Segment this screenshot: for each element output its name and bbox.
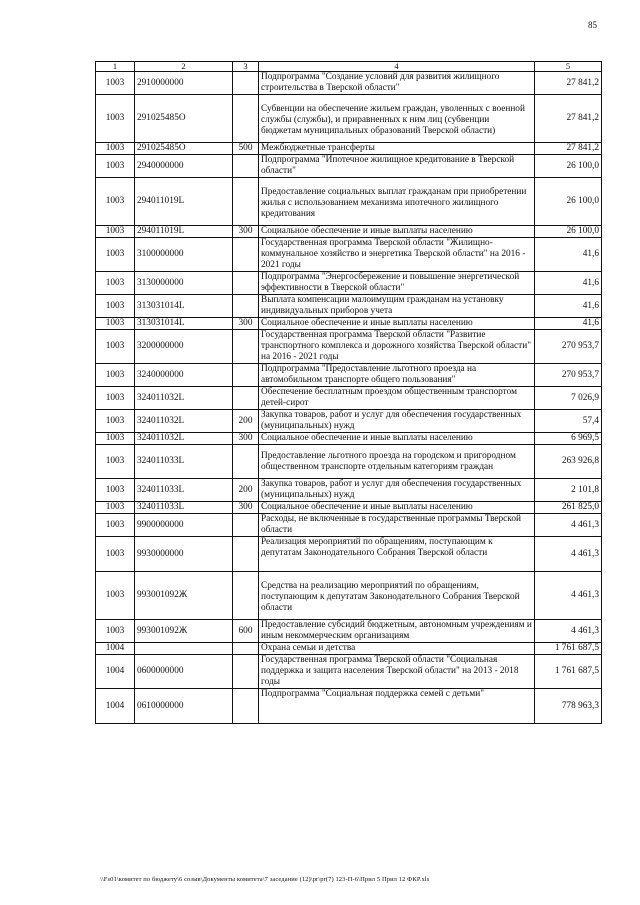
- table-cell-c4: Подпрограмма "Социальная поддержка семей с детьми": [259, 689, 535, 724]
- table-body: [96, 72, 602, 724]
- table-cell-c3: 200: [233, 410, 259, 433]
- table-cell-c3: [233, 238, 259, 272]
- table-row: [96, 514, 602, 537]
- table-cell-c2: 2940000000: [135, 155, 233, 178]
- table-cell-c4: Подпрограмма "Ипотечное жилищное кредитование в Тверской области": [259, 155, 535, 178]
- table-cell-c4: Подпрограмма "Энергосбережение и повышение энергетической эффективности в Тверской области": [259, 272, 535, 295]
- table-cell-c2: 291025485O: [135, 143, 233, 155]
- table-cell-c5: 778 963,3: [535, 689, 602, 724]
- table-cell-c3: [233, 364, 259, 387]
- table-row: [96, 502, 602, 514]
- table-row: [96, 410, 602, 433]
- table-cell-c4: Социальное обеспечение и иные выплаты населению: [259, 433, 535, 445]
- table-row: [96, 364, 602, 387]
- column-header-1: 1: [96, 62, 135, 72]
- table-cell-c5: 26 100,0: [535, 226, 602, 238]
- page-number: 85: [588, 20, 597, 30]
- table-cell-c2: 291025485O: [135, 95, 233, 143]
- table-cell-c5: 4 461,3: [535, 537, 602, 572]
- footer-file-path: \\Fs01\комитет по бюджету\6 созыв\Документы комитета\7 заседание (12)\pr\pr(7) 123-П-6\Прил 5 Прил 12 ФКР.xls: [100, 876, 430, 883]
- table-cell-c2: 324011032L: [135, 410, 233, 433]
- table-cell-c2: 324011032L: [135, 433, 233, 445]
- table-cell-c1: 1003: [96, 364, 135, 387]
- table-cell-c1: 1004: [96, 655, 135, 689]
- table-cell-c3: [233, 572, 259, 620]
- table-cell-c3: 200: [233, 479, 259, 502]
- table-cell-c4: Социальное обеспечение и иные выплаты населению: [259, 318, 535, 330]
- column-header-4: 4: [259, 62, 535, 72]
- table-cell-c4: Расходы, не включенные в государственные программы Тверской области: [259, 514, 535, 537]
- table-cell-c5: 41,6: [535, 272, 602, 295]
- table-cell-c2: 9900000000: [135, 514, 233, 537]
- table-row: [96, 572, 602, 620]
- table-cell-c5: 261 825,0: [535, 502, 602, 514]
- table-cell-c1: 1003: [96, 330, 135, 364]
- table-cell-c1: 1003: [96, 143, 135, 155]
- table-cell-c4: Государственная программа Тверской области "Развитие транспортного комплекса и дорожного хозяйства Тверской области" на 2016 - 2021 годы: [259, 330, 535, 364]
- table-cell-c2: 313031014L: [135, 318, 233, 330]
- budget-table: [95, 61, 602, 724]
- table-cell-c2: 9930000000: [135, 537, 233, 572]
- table-cell-c4: Предоставление субсидий бюджетным, автономным учреждениям и иным некоммерческим организациям: [259, 620, 535, 643]
- table-cell-c4: Предоставление социальных выплат гражданам при приобретении жилья с использованием механизма ипотечного жилищного кредитования: [259, 178, 535, 226]
- table-cell-c3: 300: [233, 433, 259, 445]
- table-row: [96, 330, 602, 364]
- table-cell-c1: 1003: [96, 272, 135, 295]
- table-cell-c3: [233, 643, 259, 655]
- table-cell-c5: 27 841,2: [535, 72, 602, 95]
- table-cell-c2: 2910000000: [135, 72, 233, 95]
- table-row: [96, 318, 602, 330]
- table-cell-c1: 1003: [96, 502, 135, 514]
- table-cell-c5: 7 026,9: [535, 387, 602, 410]
- table-cell-c1: 1004: [96, 689, 135, 724]
- table-row: [96, 95, 602, 143]
- table-cell-c4: Реализация мероприятий по обращениям, поступающим к депутатам Законодательного Собрания Тверской области: [259, 537, 535, 572]
- table-row: [96, 479, 602, 502]
- table-cell-c3: [233, 95, 259, 143]
- table-cell-c5: 4 461,3: [535, 514, 602, 537]
- table-cell-c5: 263 926,8: [535, 445, 602, 479]
- table-cell-c1: 1003: [96, 410, 135, 433]
- table-row: [96, 433, 602, 445]
- table-cell-c1: 1003: [96, 572, 135, 620]
- table-cell-c4: Обеспечение бесплатным проездом общественным транспортом детей-сирот: [259, 387, 535, 410]
- table-cell-c5: 6 969,5: [535, 433, 602, 445]
- table-row: [96, 238, 602, 272]
- table-cell-c4: Субвенции на обеспечение жильем граждан, уволенных с военной службы (службы), и приравненных к ним лиц (субвенции бюджетам муниципальных образований Тверской области): [259, 95, 535, 143]
- table-cell-c3: [233, 330, 259, 364]
- table-cell-c5: 4 461,3: [535, 620, 602, 643]
- table-cell-c4: Государственная программа Тверской области "Социальная поддержка и защита населения Тверской области" на 2013 - 2018 годы: [259, 655, 535, 689]
- table-cell-c1: 1003: [96, 155, 135, 178]
- table-row: [96, 72, 602, 95]
- table-cell-c1: 1003: [96, 479, 135, 502]
- table-row: [96, 537, 602, 572]
- table-cell-c5: 1 761 687,5: [535, 655, 602, 689]
- table-cell-c4: Закупка товаров, работ и услуг для обеспечения государственных (муниципальных) нужд: [259, 410, 535, 433]
- table-cell-c1: 1004: [96, 643, 135, 655]
- table-cell-c3: [233, 295, 259, 318]
- table-cell-c5: 270 953,7: [535, 364, 602, 387]
- table-cell-c5: 27 841,2: [535, 143, 602, 155]
- table-cell-c3: 300: [233, 502, 259, 514]
- table-cell-c2: [135, 643, 233, 655]
- table-cell-c1: 1003: [96, 387, 135, 410]
- table-cell-c2: 3200000000: [135, 330, 233, 364]
- table-cell-c2: 294011019L: [135, 178, 233, 226]
- table-cell-c3: [233, 72, 259, 95]
- column-header-5: 5: [535, 62, 602, 72]
- table-row: [96, 272, 602, 295]
- table-cell-c2: 3100000000: [135, 238, 233, 272]
- table-cell-c2: 324011033L: [135, 502, 233, 514]
- table-cell-c4: Межбюджетные трансферты: [259, 143, 535, 155]
- table-cell-c1: 1003: [96, 537, 135, 572]
- column-header-3: 3: [233, 62, 259, 72]
- table-cell-c3: [233, 387, 259, 410]
- table-row: [96, 689, 602, 724]
- table-cell-c1: 1003: [96, 95, 135, 143]
- table-cell-c1: 1003: [96, 433, 135, 445]
- table-cell-c4: Подпрограмма "Создание условий для развития жилищного строительства в Тверской области": [259, 72, 535, 95]
- table-cell-c5: 4 461,3: [535, 572, 602, 620]
- table-cell-c4: Подпрограмма "Предоставление льготного проезда на автомобильном транспорте общего пользования": [259, 364, 535, 387]
- table-cell-c2: 3240000000: [135, 364, 233, 387]
- table-row: [96, 655, 602, 689]
- table-cell-c1: 1003: [96, 295, 135, 318]
- table-header-row: [96, 62, 602, 72]
- table-row: [96, 226, 602, 238]
- table-cell-c3: [233, 272, 259, 295]
- table-row: [96, 445, 602, 479]
- table-cell-c3: [233, 689, 259, 724]
- table-cell-c4: Социальное обеспечение и иные выплаты населению: [259, 226, 535, 238]
- table-cell-c3: [233, 445, 259, 479]
- table-cell-c1: 1003: [96, 514, 135, 537]
- table-row: [96, 620, 602, 643]
- table-cell-c2: 993001092Ж: [135, 572, 233, 620]
- table-cell-c3: 300: [233, 318, 259, 330]
- table-cell-c2: 294011019L: [135, 226, 233, 238]
- table-cell-c5: 2 101,8: [535, 479, 602, 502]
- table-cell-c1: 1003: [96, 620, 135, 643]
- table-cell-c3: [233, 655, 259, 689]
- table-cell-c5: 41,6: [535, 295, 602, 318]
- table-cell-c2: 324011032L: [135, 387, 233, 410]
- table-cell-c2: 993001092Ж: [135, 620, 233, 643]
- table-cell-c1: 1003: [96, 72, 135, 95]
- table-cell-c5: 57,4: [535, 410, 602, 433]
- table-cell-c2: 313031014L: [135, 295, 233, 318]
- table-cell-c4: Предоставление льготного проезда на городском и пригородном общественном транспорте отдельным категориям граждан: [259, 445, 535, 479]
- table-cell-c2: 0600000000: [135, 655, 233, 689]
- table-cell-c2: 324011033L: [135, 445, 233, 479]
- table-cell-c5: 41,6: [535, 318, 602, 330]
- table-row: [96, 295, 602, 318]
- table-cell-c3: 600: [233, 620, 259, 643]
- table-cell-c1: 1003: [96, 238, 135, 272]
- table-cell-c1: 1003: [96, 318, 135, 330]
- table-cell-c1: 1003: [96, 226, 135, 238]
- table-cell-c3: [233, 178, 259, 226]
- table-cell-c4: Охрана семьи и детства: [259, 643, 535, 655]
- table-row: [96, 387, 602, 410]
- table-cell-c4: Выплата компенсации малоимущим гражданам на установку индивидуальных приборов учета: [259, 295, 535, 318]
- table-cell-c3: [233, 514, 259, 537]
- table-cell-c3: [233, 537, 259, 572]
- table-cell-c1: 1003: [96, 178, 135, 226]
- table-cell-c5: 41,6: [535, 238, 602, 272]
- table-cell-c4: Социальное обеспечение и иные выплаты населению: [259, 502, 535, 514]
- column-header-2: 2: [135, 62, 233, 72]
- table-cell-c3: [233, 155, 259, 178]
- table-cell-c5: 270 953,7: [535, 330, 602, 364]
- table-row: [96, 178, 602, 226]
- table-cell-c5: 1 761 687,5: [535, 643, 602, 655]
- table-cell-c2: 324011033L: [135, 479, 233, 502]
- table-row: [96, 643, 602, 655]
- table-cell-c5: 26 100,0: [535, 178, 602, 226]
- table-cell-c5: 26 100,0: [535, 155, 602, 178]
- table-row: [96, 143, 602, 155]
- table-cell-c1: 1003: [96, 445, 135, 479]
- table-cell-c2: 0610000000: [135, 689, 233, 724]
- table-cell-c4: Государственная программа Тверской области "Жилищно-коммунальное хозяйство и энергетика Тверской области" на 2016 - 2021 годы: [259, 238, 535, 272]
- table-row: [96, 155, 602, 178]
- table-cell-c5: 27 841,2: [535, 95, 602, 143]
- table-cell-c2: 3130000000: [135, 272, 233, 295]
- table-cell-c3: 500: [233, 143, 259, 155]
- table-cell-c4: Закупка товаров, работ и услуг для обеспечения государственных (муниципальных) нужд: [259, 479, 535, 502]
- table-cell-c4: Средства на реализацию мероприятий по обращениям, поступающим к депутатам Законодательного Собрания Тверской области: [259, 572, 535, 620]
- table-cell-c3: 300: [233, 226, 259, 238]
